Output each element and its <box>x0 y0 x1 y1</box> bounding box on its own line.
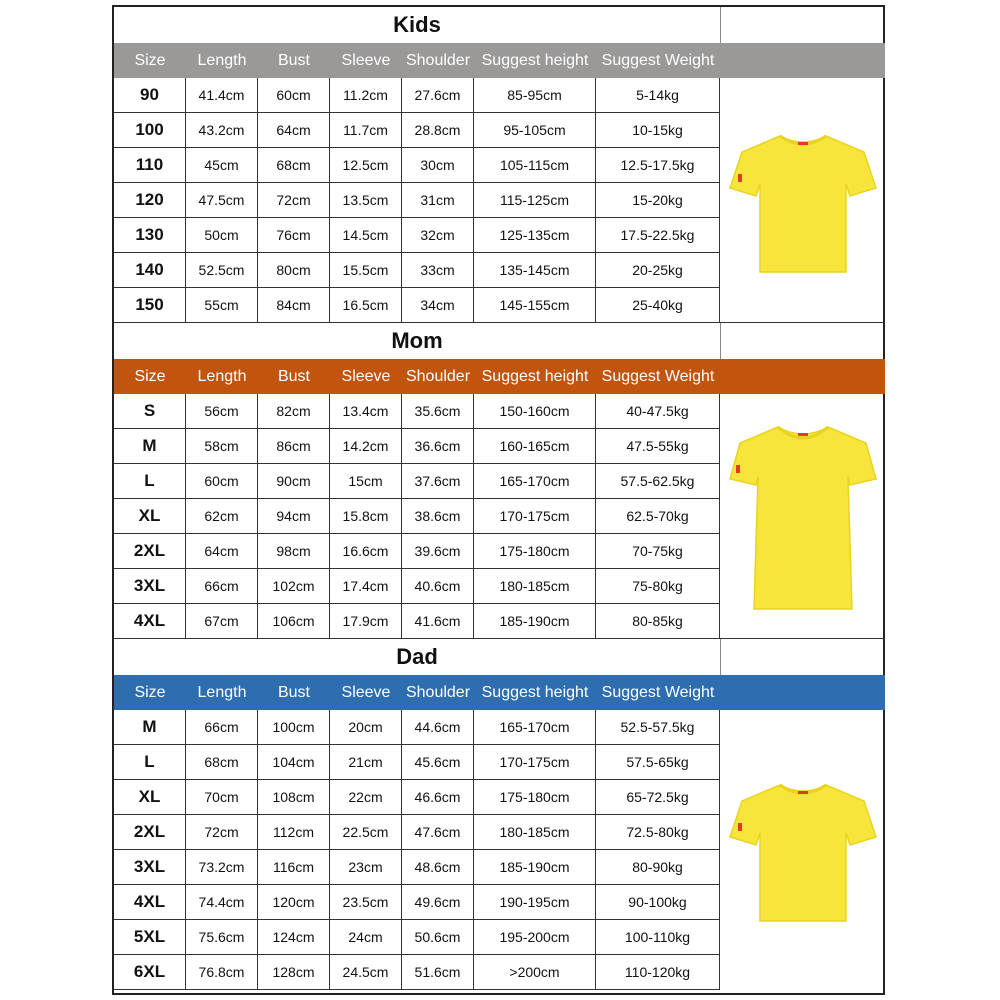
measure-cell: 52.5-57.5kg <box>596 710 720 745</box>
size-table <box>114 394 720 639</box>
table-header <box>114 675 885 710</box>
measure-cell: 66cm <box>186 710 258 745</box>
measure-cell: 15.5cm <box>330 253 402 288</box>
measure-cell: 165-170cm <box>474 464 596 499</box>
column-header: Size <box>134 51 166 69</box>
column-header: Sleeve <box>341 51 391 69</box>
column-header: Suggest Weight <box>601 367 715 385</box>
measure-cell: 50.6cm <box>402 920 474 955</box>
measure-cell: 170-175cm <box>474 745 596 780</box>
size-cell: L <box>114 464 186 499</box>
table-row <box>114 745 720 780</box>
measure-cell: 64cm <box>186 534 258 569</box>
measure-cell: 49.6cm <box>402 885 474 920</box>
table-row <box>114 113 720 148</box>
measure-cell: 50cm <box>186 218 258 253</box>
measure-cell: 165-170cm <box>474 710 596 745</box>
column-header: Length <box>197 51 247 69</box>
measure-cell: 25-40kg <box>596 288 720 323</box>
measure-cell: 66cm <box>186 569 258 604</box>
divider <box>720 323 721 359</box>
measure-cell: 72cm <box>186 815 258 850</box>
column-header: Bust <box>277 683 310 701</box>
size-cell: 3XL <box>114 569 186 604</box>
measure-cell: 58cm <box>186 429 258 464</box>
measure-cell: 82cm <box>258 394 330 429</box>
column-header: Sleeve <box>341 683 391 701</box>
table-row <box>114 850 720 885</box>
measure-cell: 15.8cm <box>330 499 402 534</box>
table-row <box>114 464 720 499</box>
measure-cell: 100-110kg <box>596 920 720 955</box>
column-header: Suggest height <box>481 367 589 385</box>
measure-cell: 85-95cm <box>474 78 596 113</box>
column-header: Suggest height <box>481 51 589 69</box>
measure-cell: 120cm <box>258 885 330 920</box>
measure-cell: 80-90kg <box>596 850 720 885</box>
measure-cell: 76cm <box>258 218 330 253</box>
measure-cell: 32cm <box>402 218 474 253</box>
measure-cell: 47.5cm <box>186 183 258 218</box>
measure-cell: 41.6cm <box>402 604 474 639</box>
measure-cell: 185-190cm <box>474 850 596 885</box>
size-table <box>114 78 720 323</box>
table-row <box>114 780 720 815</box>
measure-cell: 170-175cm <box>474 499 596 534</box>
measure-cell: 57.5-65kg <box>596 745 720 780</box>
measure-cell: 72.5-80kg <box>596 815 720 850</box>
measure-cell: 135-145cm <box>474 253 596 288</box>
measure-cell: 35.6cm <box>402 394 474 429</box>
column-header: Shoulder <box>405 51 471 69</box>
divider <box>720 7 721 43</box>
measure-cell: 112cm <box>258 815 330 850</box>
column-header: Length <box>197 367 247 385</box>
measure-cell: 180-185cm <box>474 569 596 604</box>
measure-cell: 115-125cm <box>474 183 596 218</box>
measure-cell: 70cm <box>186 780 258 815</box>
measure-cell: 190-195cm <box>474 885 596 920</box>
measure-cell: 17.5-22.5kg <box>596 218 720 253</box>
table-row <box>114 429 720 464</box>
measure-cell: 60cm <box>258 78 330 113</box>
measure-cell: 16.6cm <box>330 534 402 569</box>
measure-cell: 31cm <box>402 183 474 218</box>
measure-cell: 20-25kg <box>596 253 720 288</box>
table-row <box>114 394 720 429</box>
measure-cell: 116cm <box>258 850 330 885</box>
table-row <box>114 253 720 288</box>
measure-cell: 90-100kg <box>596 885 720 920</box>
section-title: Dad <box>396 644 438 669</box>
measure-cell: 84cm <box>258 288 330 323</box>
measure-cell: 16.5cm <box>330 288 402 323</box>
measure-cell: 80-85kg <box>596 604 720 639</box>
measure-cell: 56cm <box>186 394 258 429</box>
measure-cell: 47.6cm <box>402 815 474 850</box>
size-cell: 90 <box>114 78 186 113</box>
table-row <box>114 534 720 569</box>
measure-cell: 80cm <box>258 253 330 288</box>
measure-cell: 45cm <box>186 148 258 183</box>
measure-cell: 76.8cm <box>186 955 258 990</box>
measure-cell: 24cm <box>330 920 402 955</box>
measure-cell: 23cm <box>330 850 402 885</box>
size-cell: M <box>114 710 186 745</box>
measure-cell: 11.2cm <box>330 78 402 113</box>
measure-cell: 72cm <box>258 183 330 218</box>
measure-cell: 17.9cm <box>330 604 402 639</box>
measure-cell: 67cm <box>186 604 258 639</box>
measure-cell: 73.2cm <box>186 850 258 885</box>
measure-cell: 10-15kg <box>596 113 720 148</box>
size-cell: 140 <box>114 253 186 288</box>
size-cell: 3XL <box>114 850 186 885</box>
measure-cell: 21cm <box>330 745 402 780</box>
size-cell: 150 <box>114 288 186 323</box>
table-row <box>114 569 720 604</box>
column-header: Suggest height <box>481 683 589 701</box>
section-title: Mom <box>391 328 443 353</box>
column-header: Shoulder <box>405 367 471 385</box>
column-header: Suggest Weight <box>601 683 715 701</box>
column-header: Shoulder <box>405 683 471 701</box>
size-cell: L <box>114 745 186 780</box>
column-header: Bust <box>277 51 310 69</box>
measure-cell: 60cm <box>186 464 258 499</box>
measure-cell: 5-14kg <box>596 78 720 113</box>
measure-cell: 74.4cm <box>186 885 258 920</box>
measure-cell: 39.6cm <box>402 534 474 569</box>
measure-cell: 55cm <box>186 288 258 323</box>
tshirt-icon <box>721 710 885 990</box>
measure-cell: 125-135cm <box>474 218 596 253</box>
measure-cell: 36.6cm <box>402 429 474 464</box>
measure-cell: 185-190cm <box>474 604 596 639</box>
measure-cell: 33cm <box>402 253 474 288</box>
table-row <box>114 218 720 253</box>
measure-cell: 180-185cm <box>474 815 596 850</box>
measure-cell: 51.6cm <box>402 955 474 990</box>
table-row <box>114 288 720 323</box>
measure-cell: 38.6cm <box>402 499 474 534</box>
measure-cell: 68cm <box>258 148 330 183</box>
size-cell: XL <box>114 780 186 815</box>
table-header <box>114 359 885 394</box>
measure-cell: 65-72.5kg <box>596 780 720 815</box>
measure-cell: 70-75kg <box>596 534 720 569</box>
table-row <box>114 920 720 955</box>
table-row <box>114 148 720 183</box>
size-chart <box>112 5 885 995</box>
measure-cell: 98cm <box>258 534 330 569</box>
measure-cell: 22.5cm <box>330 815 402 850</box>
column-header: Size <box>134 367 166 385</box>
measure-cell: 160-165cm <box>474 429 596 464</box>
measure-cell: 175-180cm <box>474 780 596 815</box>
size-cell: 4XL <box>114 604 186 639</box>
measure-cell: 108cm <box>258 780 330 815</box>
measure-cell: 104cm <box>258 745 330 780</box>
measure-cell: 75.6cm <box>186 920 258 955</box>
measure-cell: 75-80kg <box>596 569 720 604</box>
tshirt-icon <box>721 78 885 323</box>
measure-cell: 30cm <box>402 148 474 183</box>
table-row <box>114 604 720 639</box>
table-row <box>114 183 720 218</box>
measure-cell: 46.6cm <box>402 780 474 815</box>
section-title: Kids <box>393 12 441 37</box>
measure-cell: 45.6cm <box>402 745 474 780</box>
measure-cell: 64cm <box>258 113 330 148</box>
size-cell: 110 <box>114 148 186 183</box>
measure-cell: 40.6cm <box>402 569 474 604</box>
measure-cell: 13.4cm <box>330 394 402 429</box>
size-cell: 2XL <box>114 815 186 850</box>
measure-cell: 15cm <box>330 464 402 499</box>
measure-cell: 68cm <box>186 745 258 780</box>
measure-cell: 106cm <box>258 604 330 639</box>
divider <box>720 639 721 675</box>
size-cell: XL <box>114 499 186 534</box>
tshirt-icon <box>721 394 885 639</box>
size-cell: S <box>114 394 186 429</box>
table-row <box>114 885 720 920</box>
measure-cell: 23.5cm <box>330 885 402 920</box>
table-header <box>114 43 885 78</box>
measure-cell: 86cm <box>258 429 330 464</box>
measure-cell: 12.5cm <box>330 148 402 183</box>
table-row <box>114 955 720 990</box>
size-table <box>114 710 720 990</box>
measure-cell: 27.6cm <box>402 78 474 113</box>
measure-cell: 17.4cm <box>330 569 402 604</box>
measure-cell: 41.4cm <box>186 78 258 113</box>
measure-cell: 90cm <box>258 464 330 499</box>
measure-cell: >200cm <box>474 955 596 990</box>
measure-cell: 128cm <box>258 955 330 990</box>
table-row <box>114 815 720 850</box>
measure-cell: 47.5-55kg <box>596 429 720 464</box>
size-cell: 4XL <box>114 885 186 920</box>
measure-cell: 48.6cm <box>402 850 474 885</box>
size-cell: 100 <box>114 113 186 148</box>
measure-cell: 95-105cm <box>474 113 596 148</box>
column-header: Sleeve <box>341 367 391 385</box>
measure-cell: 145-155cm <box>474 288 596 323</box>
measure-cell: 62.5-70kg <box>596 499 720 534</box>
size-cell: 6XL <box>114 955 186 990</box>
size-cell: 5XL <box>114 920 186 955</box>
column-header: Length <box>197 683 247 701</box>
size-cell: 130 <box>114 218 186 253</box>
column-header: Suggest Weight <box>601 51 715 69</box>
table-row <box>114 78 720 113</box>
measure-cell: 100cm <box>258 710 330 745</box>
measure-cell: 11.7cm <box>330 113 402 148</box>
measure-cell: 14.5cm <box>330 218 402 253</box>
table-row <box>114 499 720 534</box>
measure-cell: 28.8cm <box>402 113 474 148</box>
measure-cell: 105-115cm <box>474 148 596 183</box>
table-row <box>114 710 720 745</box>
measure-cell: 62cm <box>186 499 258 534</box>
measure-cell: 40-47.5kg <box>596 394 720 429</box>
column-header: Bust <box>277 367 310 385</box>
measure-cell: 195-200cm <box>474 920 596 955</box>
measure-cell: 15-20kg <box>596 183 720 218</box>
size-cell: M <box>114 429 186 464</box>
column-header: Size <box>134 683 166 701</box>
size-cell: 120 <box>114 183 186 218</box>
measure-cell: 22cm <box>330 780 402 815</box>
measure-cell: 110-120kg <box>596 955 720 990</box>
measure-cell: 102cm <box>258 569 330 604</box>
measure-cell: 24.5cm <box>330 955 402 990</box>
measure-cell: 37.6cm <box>402 464 474 499</box>
measure-cell: 13.5cm <box>330 183 402 218</box>
measure-cell: 43.2cm <box>186 113 258 148</box>
measure-cell: 14.2cm <box>330 429 402 464</box>
measure-cell: 94cm <box>258 499 330 534</box>
size-cell: 2XL <box>114 534 186 569</box>
measure-cell: 124cm <box>258 920 330 955</box>
measure-cell: 12.5-17.5kg <box>596 148 720 183</box>
measure-cell: 150-160cm <box>474 394 596 429</box>
measure-cell: 44.6cm <box>402 710 474 745</box>
measure-cell: 34cm <box>402 288 474 323</box>
measure-cell: 175-180cm <box>474 534 596 569</box>
measure-cell: 20cm <box>330 710 402 745</box>
measure-cell: 52.5cm <box>186 253 258 288</box>
measure-cell: 57.5-62.5kg <box>596 464 720 499</box>
